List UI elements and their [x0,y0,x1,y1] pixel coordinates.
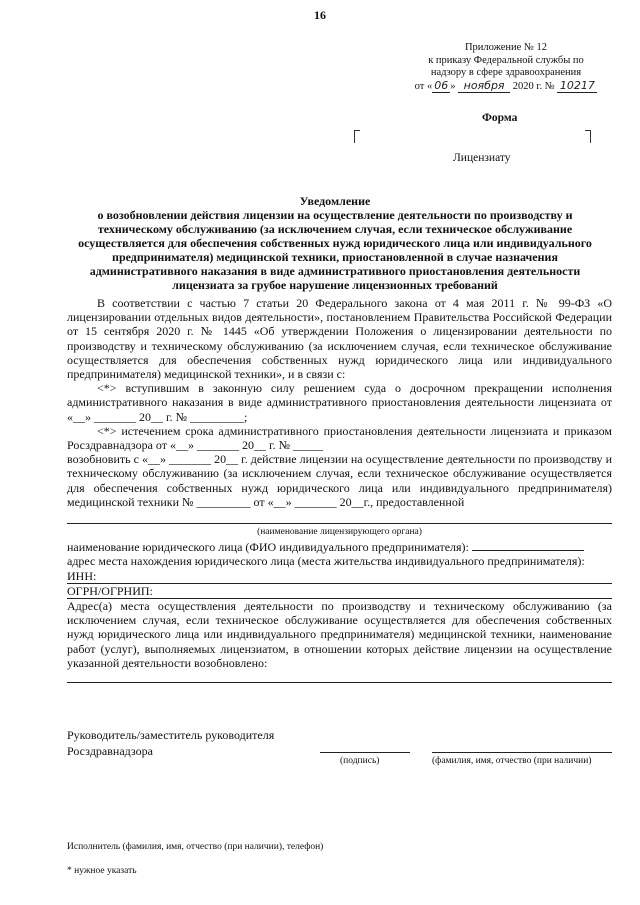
date-month: ноября [458,80,510,94]
activity-field: Адрес(а) места осуществления деятельности по производству и техническому обслуживанию (за исключением случая, если техническое обслуживание осуществляется для обеспечения собственных нужд юридического лица или индивидуального предпринимателя) медицинской техники, наименование работ (услуг), выполняемых лицензиатом, в отношении которых действие лицензии на осуществление указанной деятельности возобновлено: [67,599,612,670]
date-year: 2020 г. № [512,80,555,92]
address-bracket-left [354,130,360,143]
document-body [67,296,612,683]
paragraph-court-decision: <*> вступившим в законную силу решением суда о досрочном прекращении исполнения административного наказания в виде административного приостановления деятельности лицензиата от «__» _______ 20__ г. № _________; [67,381,612,424]
legal-name-field [67,539,612,554]
appendix-line1: Приложение № 12 [464,42,548,53]
name-caption: (фамилия, имя, отчество (при наличии) [432,756,592,766]
footnote: * нужное указать [67,866,137,876]
date-day: 06 [434,78,449,92]
form-label: Форма [482,112,518,124]
document-title [60,194,610,292]
title-text: о возобновлении действия лицензии на осуществление деятельности по производству и техническому обслуживанию (за исключением случая, если техническое обслуживание осуществляется для обеспечения собственных нужд юридического лица или индивидуального предпринимателя) медицинской техники, приостановленной в случае назначения административного наказания в виде административного приостановления деятельности лицензиата за грубое нарушение лицензионных требований [78,208,592,292]
signature-caption: (подпись) [340,756,380,766]
paragraph-legal-basis: В соответствии с частью 7 статьи 20 Федерального закона от 4 мая 2011 г. № 99-ФЗ «О лицензировании отдельных видов деятельности», постановлением Правительства Российской Федерации от 15 сентября 2020 г. № 1445 «Об утверждении Положения о лицензировании деятельности по производству и техническому обслуживанию (за исключением случая, если техническое обслуживание осуществляется для обеспечения собственных нужд юридического лица или индивидуального предпринимателя) медицинской техники», и в связи с: [67,296,612,382]
address-bracket-right [585,130,591,143]
paragraph-suspension-expiry: <*> истечением срока административного приостановления деятельности лицензиата и приказом Росздравнадзора от «__» _______ 20__ г. № _____ [67,423,612,453]
activity-line [67,682,612,683]
legal-name-line [472,539,584,551]
signature-block [67,727,274,759]
page-number: 16 [314,8,326,22]
name-line [432,752,612,753]
order-number: 10217 [557,80,597,94]
date-prefix: от « [414,80,433,92]
title-heading: Уведомление [299,194,371,208]
date-mid: » [450,80,456,92]
signer-org: Росздравнадзора [67,744,153,758]
legal-name-label: наименование юридического лица (ФИО индивидуального предпринимателя): [67,540,469,555]
address-field: адрес места нахождения юридического лица (места жительства индивидуального предпринимателя): [67,554,585,569]
authority-line [67,523,612,524]
appendix-date-line [406,80,606,94]
signer-title: Руководитель/заместитель руководителя [67,728,275,742]
paragraph-resume: возобновить с «__» _______ 20__ г. действие лицензии на осуществление деятельности по производству и техническому обслуживанию (за исключением случая, если техническое обслуживание осуществляется для обеспечения собственных нужд юридического лица или индивидуального предпринимателя) медицинской техники № _________ от «__» _______ 20__г., предоставленной [67,452,612,509]
appendix-line2: к приказу Федеральной службы по [428,54,584,66]
appendix-line3: надзору в сфере здравоохранения [430,67,582,78]
licensee-label: Лицензиату [453,152,511,164]
appendix-header [406,42,606,93]
authority-caption: (наименование лицензирующего органа) [257,527,422,538]
inn-field: ИНН: [67,569,612,584]
executor-label: Исполнитель (фамилия, имя, отчество (при наличии), телефон) [67,842,324,852]
ogrn-field: ОГРН/ОГРНИП: [67,584,612,599]
signature-line [320,752,410,753]
